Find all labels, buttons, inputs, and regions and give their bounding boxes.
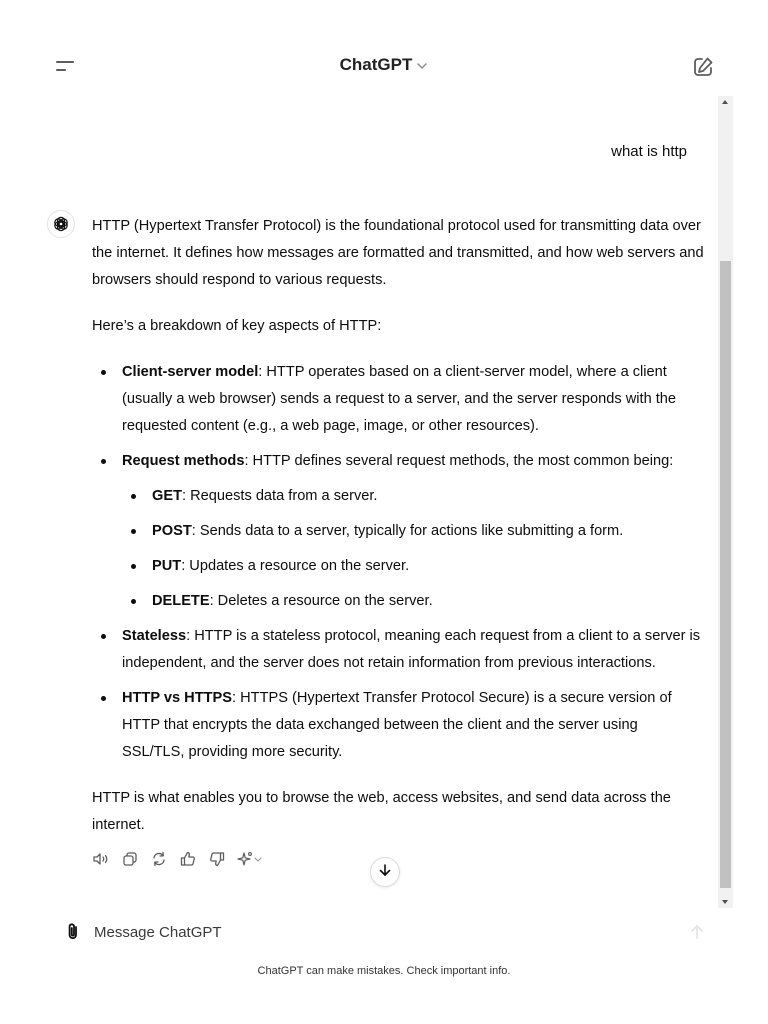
- assistant-message: [92, 213, 704, 858]
- send-arrow-icon[interactable]: [686, 921, 708, 943]
- scroll-up-arrow-icon[interactable]: [722, 100, 728, 104]
- list-item-term: GET: [152, 488, 182, 504]
- request-methods-list: [122, 483, 704, 615]
- copy-icon[interactable]: [121, 850, 139, 868]
- list-item: [92, 448, 704, 615]
- read-aloud-icon[interactable]: [92, 850, 110, 868]
- list-item: [92, 359, 704, 440]
- list-item-text: : HTTPS (Hypertext Transfer Protocol Secure) is a secure version of HTTP that encrypts the data exchanged between the client and the server using SSL/TLS, providing more security.: [122, 690, 672, 760]
- thumbs-down-icon[interactable]: [208, 850, 226, 868]
- model-selector[interactable]: [0, 55, 768, 76]
- chevron-down-icon: [416, 56, 428, 76]
- list-item-term: DELETE: [152, 593, 210, 609]
- list-item-text: : HTTP is a stateless protocol, meaning each request from a client to a server is independent, and the server does not retain information from previous interactions.: [122, 628, 701, 671]
- scroll-to-bottom-button[interactable]: [370, 857, 400, 887]
- thumbs-up-icon[interactable]: [179, 850, 197, 868]
- regenerate-icon[interactable]: [150, 850, 168, 868]
- key-aspects-list: [92, 359, 704, 766]
- list-item-term: POST: [152, 523, 192, 539]
- list-item-term: Request methods: [122, 453, 245, 469]
- list-item-text: : Updates a resource on the server.: [181, 558, 410, 574]
- list-item: [122, 588, 704, 615]
- list-item-text: : Deletes a resource on the server.: [209, 593, 433, 609]
- answer-breakdown-intro: Here’s a breakdown of key aspects of HTTP:: [92, 318, 382, 334]
- answer-conclusion: HTTP is what enables you to browse the web, access websites, and send data across the internet.: [92, 790, 671, 833]
- list-item: [122, 553, 704, 580]
- scroll-down-arrow-icon[interactable]: [722, 900, 728, 904]
- list-item: [122, 518, 704, 545]
- paperclip-icon[interactable]: [62, 921, 84, 943]
- disclaimer: ChatGPT can make mistakes. Check important info.: [257, 965, 511, 977]
- list-item-text: : HTTP defines several request methods, the most common being:: [244, 453, 674, 469]
- message-actions: [92, 849, 267, 869]
- list-item-text: : Requests data from a server.: [182, 488, 378, 504]
- list-item: [92, 623, 704, 677]
- scrollbar-thumb[interactable]: [720, 261, 731, 888]
- list-item-text: : Sends data to a server, typically for actions like submitting a form.: [191, 523, 624, 539]
- message-input[interactable]: [94, 920, 674, 944]
- arrow-down-icon: [377, 862, 393, 883]
- list-item-text: : HTTP operates based on a client-server model, where a client (usually a web browser) sends a request to a server, and the server responds with the requested content (e.g., a web page, image, or other resources).: [122, 364, 677, 434]
- composer: [0, 910, 768, 954]
- list-item-term: PUT: [152, 558, 182, 574]
- list-item-term: HTTP vs HTTPS: [122, 690, 233, 706]
- header: [0, 0, 768, 96]
- answer-intro: HTTP (Hypertext Transfer Protocol) is the foundational protocol used for transmitting data over the internet. It defines how messages are formatted and transmitted, and how web servers and browsers should respond to various requests.: [92, 218, 704, 288]
- new-chat-icon[interactable]: [690, 54, 716, 80]
- list-item-term: Client-server model: [122, 364, 259, 380]
- list-item-term: Stateless: [122, 628, 187, 644]
- page-title: ChatGPT: [339, 55, 413, 74]
- change-model-icon[interactable]: [237, 850, 267, 868]
- list-item: [122, 483, 704, 510]
- scrollbar[interactable]: [718, 96, 733, 908]
- openai-logo-icon: [47, 210, 75, 238]
- list-item: [92, 685, 704, 766]
- user-message: what is http: [611, 143, 687, 160]
